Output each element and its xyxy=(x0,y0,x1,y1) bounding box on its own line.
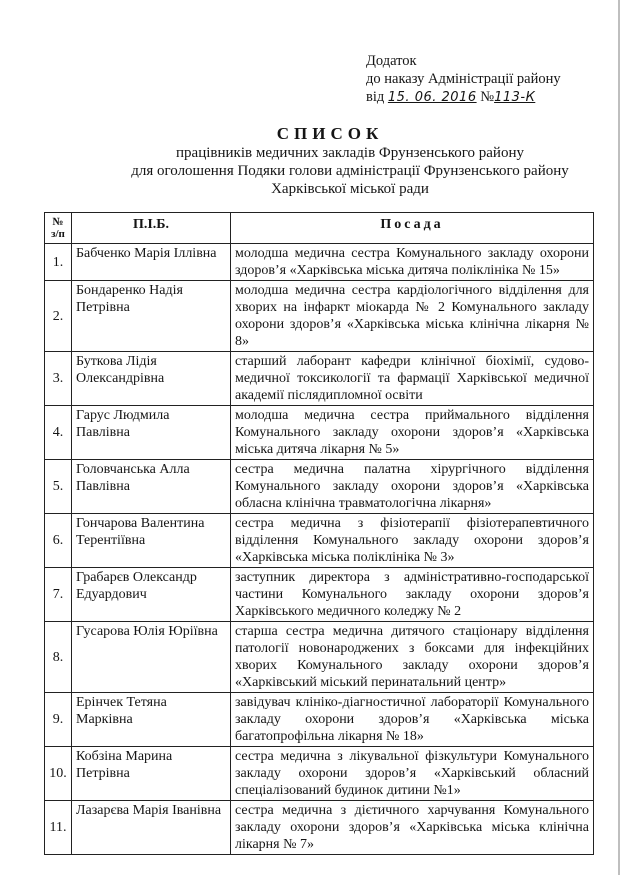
table-row xyxy=(45,514,594,568)
document-title: СПИСОК xyxy=(276,124,384,143)
row-position: старший лаборант кафедри клінічної біохімії, судово-медичної токсикології та фармації Харківської медичної академії післядипломної освіти xyxy=(231,352,594,406)
row-position: молодша медична сестра кардіологічного відділення для хворих на інфаркт міокарда № 2 Комунального закладу охорони здоров’я «Харківська міська клінічна лікарня № 8» xyxy=(231,281,594,352)
row-number: 9. xyxy=(45,693,72,747)
handwritten-number: 113-К xyxy=(494,90,536,105)
table-row xyxy=(45,244,594,281)
row-number: 2. xyxy=(45,281,72,352)
document-subtitle xyxy=(0,144,620,198)
row-position: заступник директора з адміністративно-господарської частини Комунального закладу охорони здоров’я Харківського медичного коледжу № 2 xyxy=(231,568,594,622)
row-number: 6. xyxy=(45,514,72,568)
row-position: старша сестра медична дитячого стаціонару відділення патології новонароджених з боксами для інфекційних хворих Комунального закладу охорони здоров’я «Харківський міський перинатальний центр» xyxy=(231,622,594,693)
header-number-sign: № xyxy=(52,216,64,228)
row-name: Гарус Людмила Павлівна xyxy=(72,406,231,460)
row-position: завідувач клініко-діагностичної лабораторії Комунального закладу охорони здоров’я «Харківська міська багатопрофільна лікарня № 18» xyxy=(231,693,594,747)
subtitle-line-2: для оголошення Подяки голови адміністрації Фрунзенського району xyxy=(131,163,569,179)
row-number: 8. xyxy=(45,622,72,693)
addendum-date-prefix: від xyxy=(366,89,385,105)
table-row xyxy=(45,352,594,406)
table-row xyxy=(45,460,594,514)
subtitle-line-1: працівників медичних закладів Фрунзенського району xyxy=(176,145,524,161)
row-position: молодша медична сестра приймального відділення Комунального закладу охорони здоров’я «Харківська міська дитяча лікарня № 5» xyxy=(231,406,594,460)
table-row xyxy=(45,747,594,801)
row-number: 1. xyxy=(45,244,72,281)
row-name: Головчанська Алла Павлівна xyxy=(72,460,231,514)
header-number-abbr: з/п xyxy=(51,228,65,240)
row-number: 3. xyxy=(45,352,72,406)
table-row xyxy=(45,622,594,693)
row-name: Кобзіна Марина Петрівна xyxy=(72,747,231,801)
row-name: Грабарєв Олександр Едуардович xyxy=(72,568,231,622)
row-position: сестра медична з лікувальної фізкультури Комунального закладу охорони здоров’я «Харківський обласний спеціалізований будинок дитини №1» xyxy=(231,747,594,801)
addendum-block xyxy=(366,52,561,107)
addendum-line-3 xyxy=(366,88,561,107)
table-row xyxy=(45,693,594,747)
row-name: Бондаренко Надія Петрівна xyxy=(72,281,231,352)
table-header-row xyxy=(45,213,594,244)
handwritten-date: 15. 06. 2016 xyxy=(387,90,477,105)
row-number: 4. xyxy=(45,406,72,460)
header-name: П.І.Б. xyxy=(72,213,231,244)
addendum-line-2: до наказу Адміністрації району xyxy=(366,71,561,87)
row-number: 10. xyxy=(45,747,72,801)
row-name: Ерінчек Тетяна Марківна xyxy=(72,693,231,747)
addendum-number-prefix: № xyxy=(480,89,495,105)
row-number: 7. xyxy=(45,568,72,622)
row-name: Гончарова Валентина Терентіївна xyxy=(72,514,231,568)
table-row xyxy=(45,801,594,855)
row-position: молодша медична сестра Комунального закладу охорони здоров’я «Харківська міська дитяча поліклініка № 15» xyxy=(231,244,594,281)
row-position: сестра медична палатна хірургічного відділення Комунального закладу охорони здоров’я «Харківська обласна клінічна травматологічна лікарня» xyxy=(231,460,594,514)
subtitle-line-3: Харківської міської ради xyxy=(271,181,429,197)
row-number: 5. xyxy=(45,460,72,514)
row-position: сестра медична з дієтичного харчування Комунального закладу охорони здоров’я «Харківська міська клінічна лікарня № 7» xyxy=(231,801,594,855)
header-position: Посада xyxy=(231,213,594,244)
row-number: 11. xyxy=(45,801,72,855)
staff-table xyxy=(44,212,594,855)
row-name: Буткова Лідія Олександрівна xyxy=(72,352,231,406)
table-row xyxy=(45,281,594,352)
row-name: Гусарова Юлія Юріївна xyxy=(72,622,231,693)
table-row xyxy=(45,406,594,460)
table-row xyxy=(45,568,594,622)
header-number xyxy=(45,213,72,244)
row-name: Лазарєва Марія Іванівна xyxy=(72,801,231,855)
addendum-line-1: Додаток xyxy=(366,53,417,69)
row-name: Бабченко Марія Іллівна xyxy=(72,244,231,281)
row-position: сестра медична з фізіотерапії фізіотерапевтичного відділення Комунального закладу охорони здоров’я «Харківська міська поліклініка № 3» xyxy=(231,514,594,568)
